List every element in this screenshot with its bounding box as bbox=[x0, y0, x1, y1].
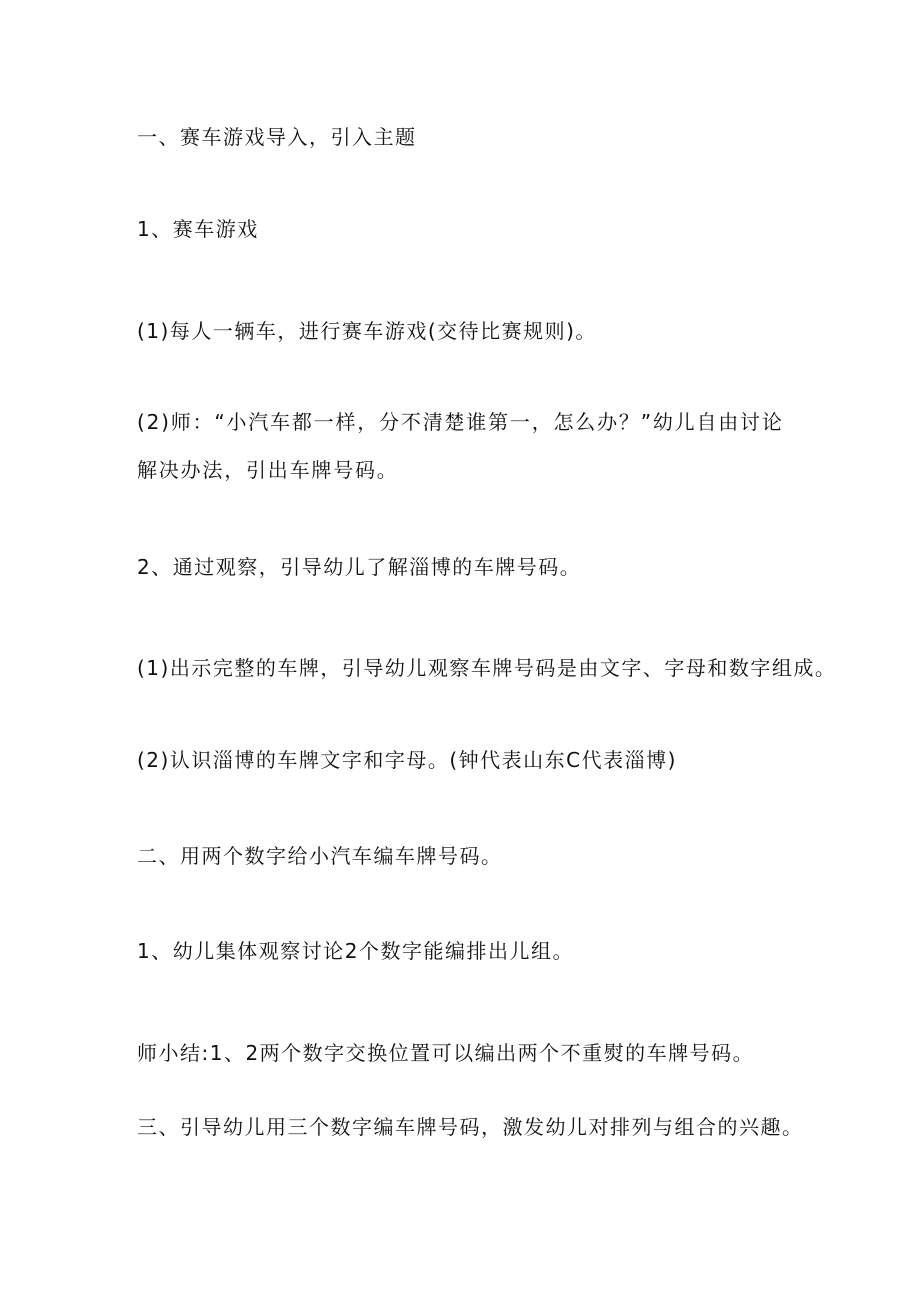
paragraph-recognize-letters: (2)认识淄博的车牌文字和字母。(钟代表山东C代表淄博) bbox=[137, 748, 677, 772]
section-heading-2: 二、用两个数字给小汽车编车牌号码。 bbox=[137, 844, 503, 868]
paragraph-race-rules: (1)每人一辆车，进行赛车游戏(交待比赛规则)。 bbox=[137, 319, 597, 343]
section-heading-1: 一、赛车游戏导入，引入主题 bbox=[137, 125, 417, 149]
paragraph-show-plate: (1)出示完整的车牌，引导幼儿观察车牌号码是由文字、字母和数字组成。 bbox=[137, 656, 837, 680]
section-heading-3: 三、引导幼儿用三个数字编车牌号码，激发幼儿对排列与组合的兴趣。 bbox=[137, 1115, 804, 1139]
subheading-race-game: 1、赛车游戏 bbox=[137, 217, 259, 241]
paragraph-teacher-question: (2)师：“小汽车都一样，分不清楚谁第一，怎么办？”幼儿自由讨论解决办法，引出车牌号码。 bbox=[137, 410, 784, 482]
paragraph-group-discussion: 1、幼儿集体观察讨论2个数字能编排出儿组。 bbox=[137, 939, 574, 963]
paragraph-teacher-summary: 师小结:1、2两个数字交换位置可以编出两个不重熨的车牌号码。 bbox=[137, 1041, 755, 1065]
subheading-observe-plates: 2、通过观察，引导幼儿了解淄博的车牌号码。 bbox=[137, 555, 582, 579]
